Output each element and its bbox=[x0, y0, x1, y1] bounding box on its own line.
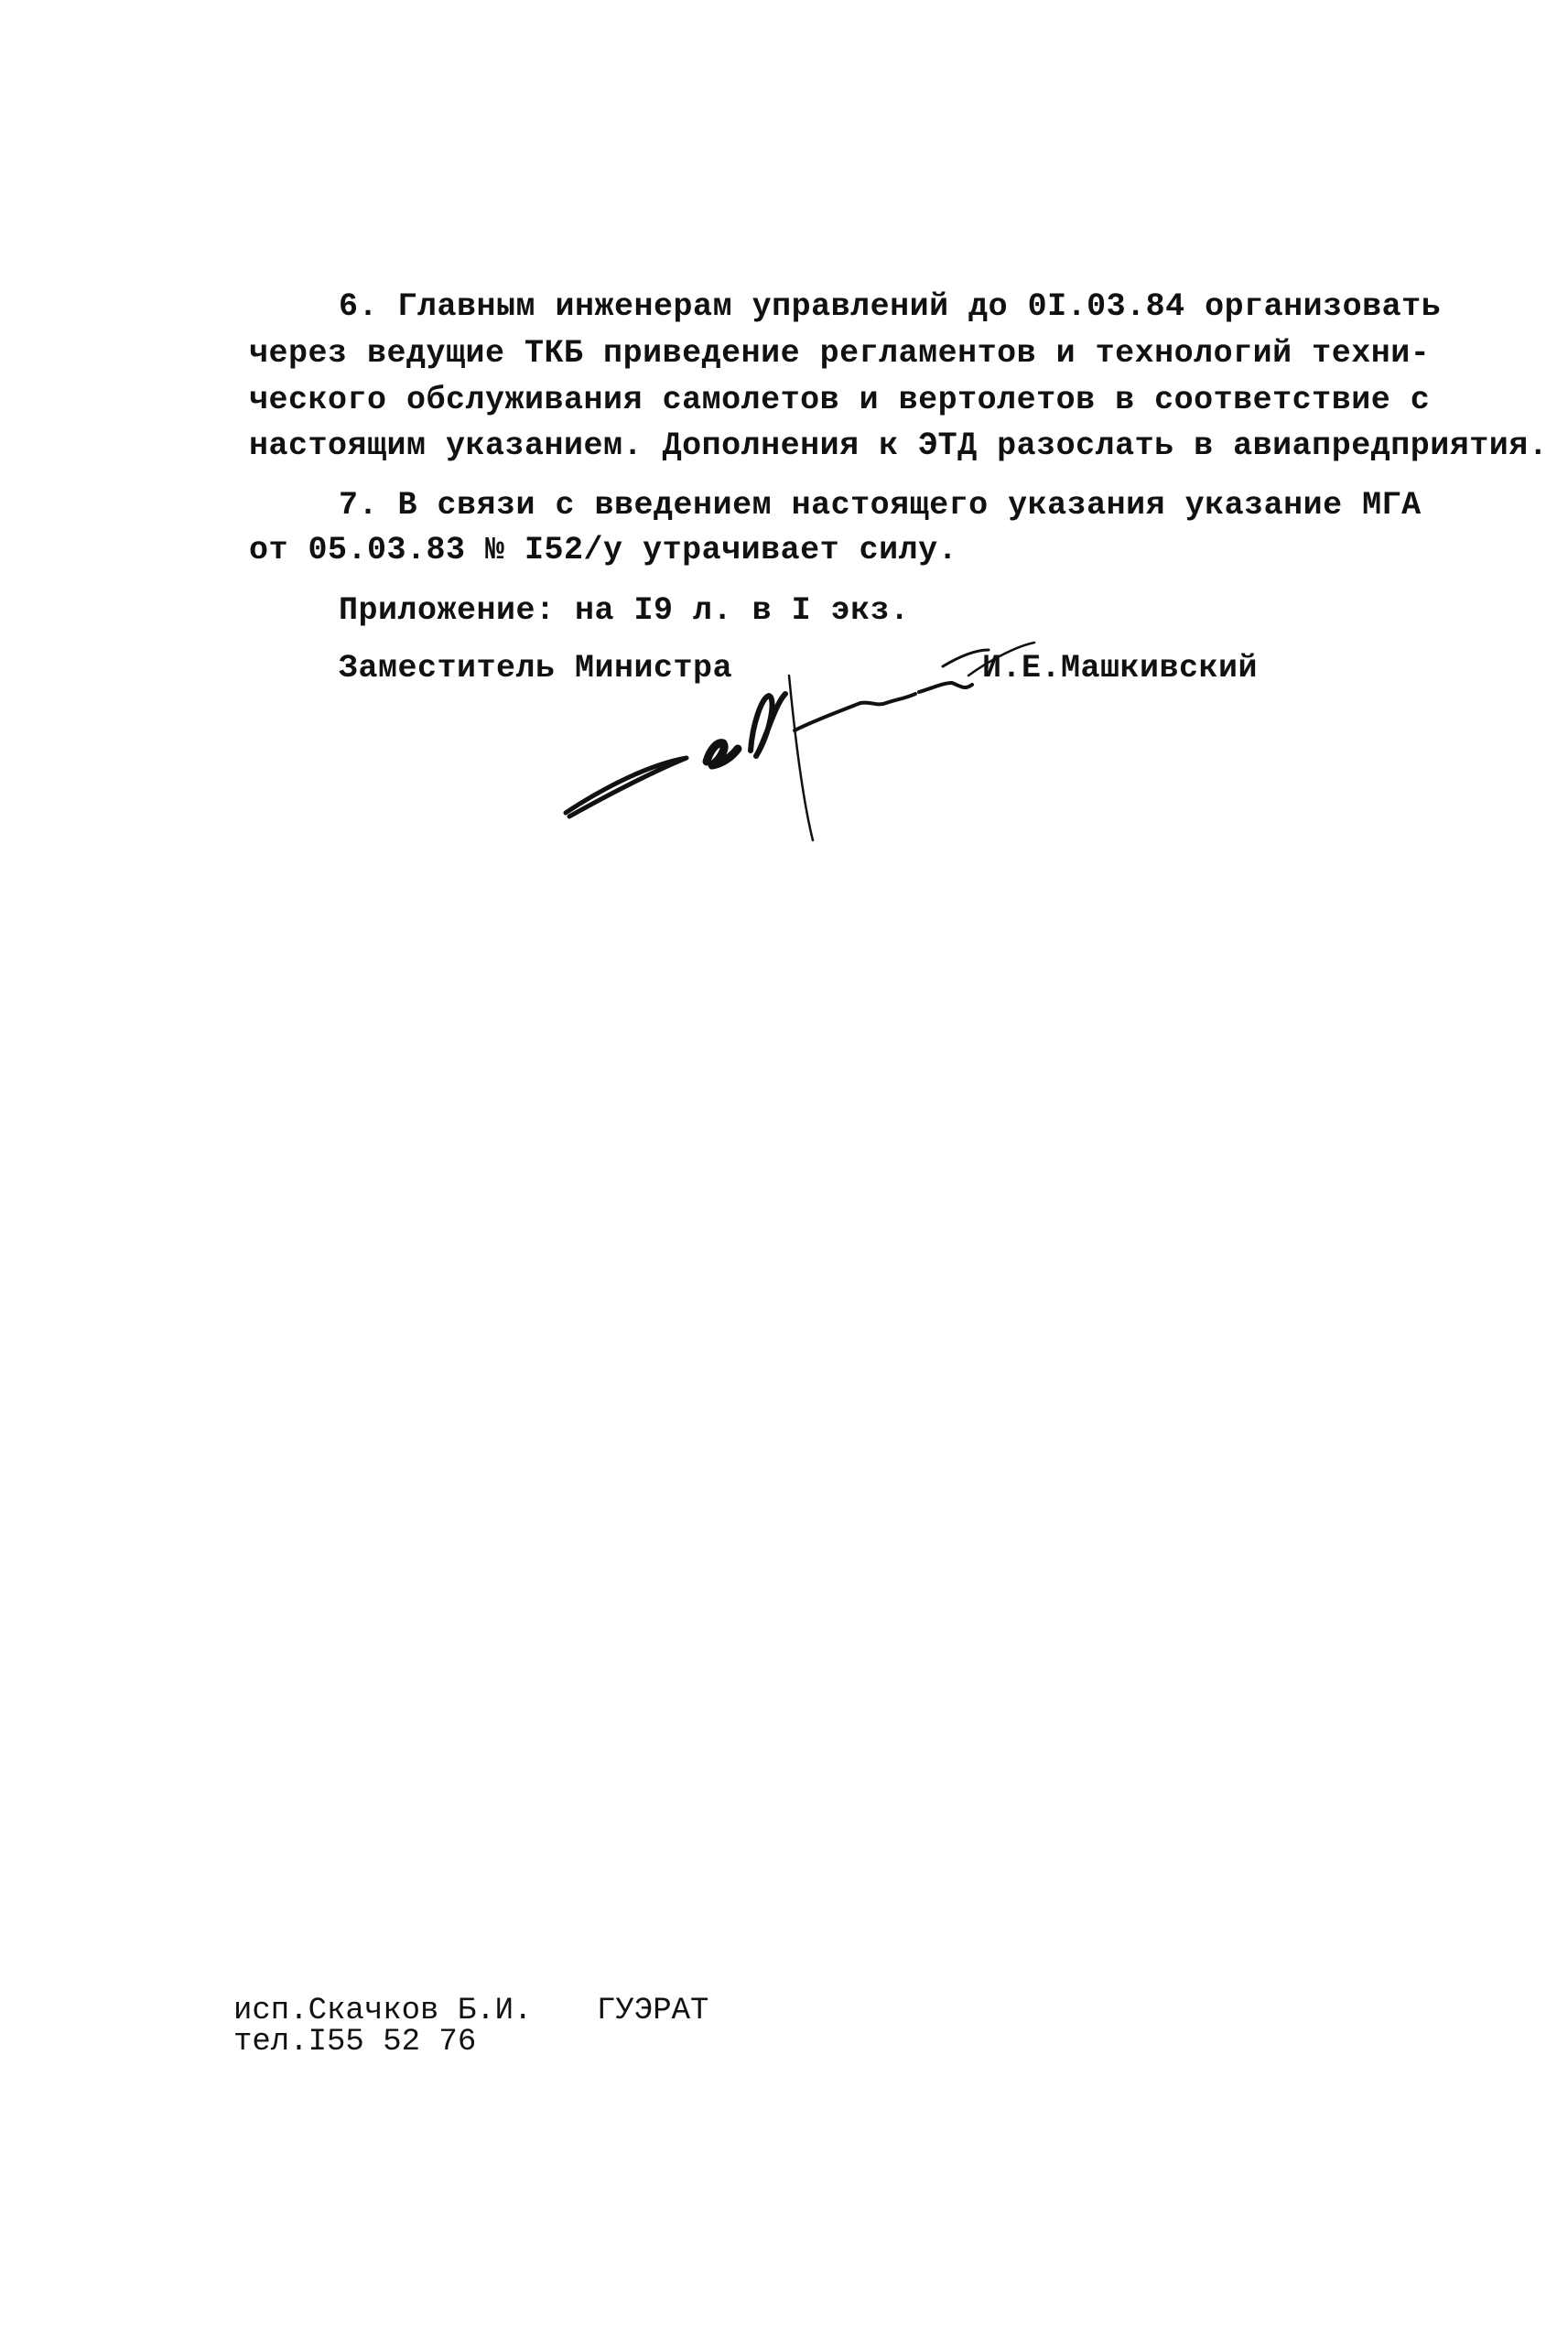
paragraph-7-line-2: от 05.03.83 № I52/у утрачивает силу. bbox=[249, 532, 958, 568]
paragraph-6-line-1: 6. Главным инженерам управлений до 0I.03.84 организовать bbox=[339, 288, 1442, 325]
signatory-position: Заместитель Министра bbox=[339, 650, 733, 687]
paragraph-6-line-2: через ведущие ТКБ приведение регламентов и технологий техни- bbox=[249, 335, 1431, 372]
signatory-name: И.Е.Машкивский bbox=[982, 650, 1259, 687]
footer-executor: исп.Скачков Б.И. bbox=[233, 1994, 533, 2028]
paragraph-6-line-4: настоящим указанием. Дополнения к ЭТД разослать в авиапредприятия. bbox=[249, 427, 1549, 464]
handwritten-signature bbox=[549, 595, 1098, 870]
footer-phone: тел.I55 52 76 bbox=[233, 2025, 477, 2060]
paragraph-6-line-3: ческого обслуживания самолетов и вертолетов в соответствие с bbox=[249, 382, 1431, 418]
footer-department: ГУЭРАТ bbox=[597, 1994, 709, 2028]
attachment-note: Приложение: на I9 л. в I экз. bbox=[339, 592, 910, 629]
paragraph-7-line-1: 7. В связи с введением настоящего указания указание МГА bbox=[339, 487, 1422, 524]
